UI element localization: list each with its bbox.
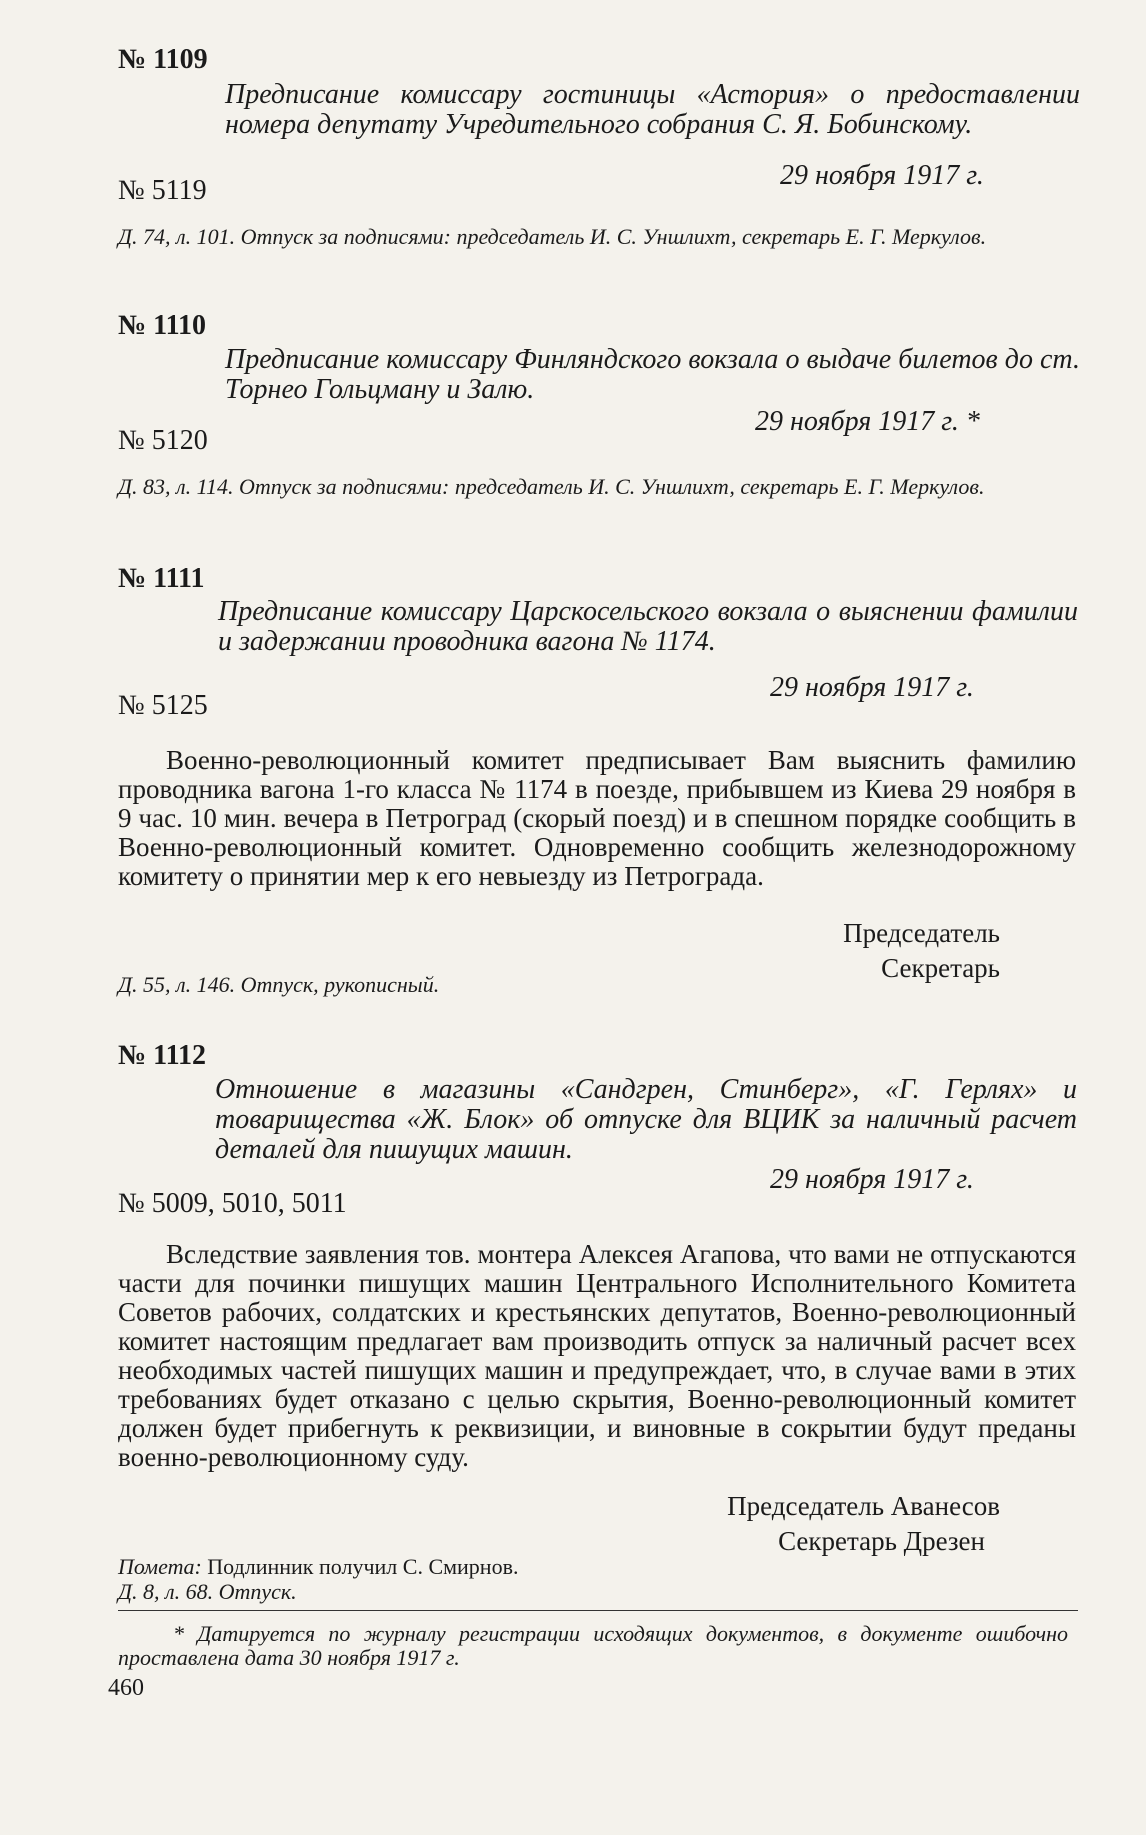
doc-1111-signature-chair: Председатель — [843, 918, 1000, 948]
doc-1112-number: № 1112 — [118, 1040, 207, 1071]
doc-1110-title: Предписание комиссару Финляндского вокзала о выдаче билетов до ст. Торнео Гольцману и Залю. — [225, 344, 1080, 405]
doc-1112-reg-number: № 5009, 5010, 5011 — [118, 1188, 347, 1219]
doc-1109-date: 29 ноября 1917 г. — [780, 160, 984, 191]
doc-1111-signature-secretary: Секретарь — [881, 953, 1000, 983]
doc-1110-reg-number: № 5120 — [118, 425, 208, 456]
doc-1110-source: Д. 83, л. 114. Отпуск за подписями: председатель И. С. Уншлихт, секретарь Е. Г. Меркулов. — [118, 474, 985, 499]
doc-1112-signature-chair: Председатель Аванесов — [727, 1491, 1000, 1521]
doc-1112-note-label: Пометa: — [118, 1554, 202, 1579]
page-number: 460 — [108, 1675, 144, 1701]
doc-1111-reg-number: № 5125 — [118, 690, 208, 721]
doc-1111-date: 29 ноября 1917 г. — [770, 672, 974, 703]
doc-1111-source: Д. 55, л. 146. Отпуск, рукописный. — [118, 972, 440, 997]
doc-1109-source: Д. 74, л. 101. Отпуск за подписями: председатель И. С. Уншлихт, секретарь Е. Г. Меркулов. — [118, 224, 987, 249]
doc-1109-number: № 1109 — [118, 44, 208, 75]
doc-1112-date: 29 ноября 1917 г. — [770, 1164, 974, 1195]
doc-1110-number: № 1110 — [118, 310, 207, 341]
doc-1112-source: Д. 8, л. 68. Отпуск. — [118, 1579, 297, 1604]
footnote-divider — [118, 1610, 1078, 1611]
doc-1112-title: Отношение в магазины «Сандгрен, Стинберг», «Г. Герлях» и товарищества «Ж. Блок» об отпуске для ВЦИК за наличный расчет деталей для пишущих машин. — [215, 1074, 1077, 1165]
doc-1112-signature-secretary: Секретарь Дрезен — [778, 1526, 985, 1556]
doc-1110-date: 29 ноября 1917 г. * — [755, 406, 980, 437]
doc-1109-title: Предписание комиссару гостиницы «Астория» о предоставлении номера депутату Учредительного собрания С. Я. Бобинскому. — [225, 79, 1080, 140]
doc-1112-note-text: Подлинник получил С. Смирнов. — [207, 1554, 519, 1579]
doc-1112-body: Вследствие заявления тов. монтера Алексея Агапова, что вами не отпускаются части для починки пишущих машин Центрального Исполнительного Комитета Советов рабочих, солдатских и крестьянских депутатов, Военно-революционный комитет настоящим предлагает вам производить отпуск за наличный расчет всех необходимых частей пишущих машин и предупреждает, что, в случае вами в этих требованиях будет отказано с целью скрытия, Военно-революционный комитет должен будет прибегнуть к реквизиции, и виновные в сокрытии будут преданы военно-революционному суду. — [118, 1239, 1076, 1472]
doc-1109-reg-number: № 5119 — [118, 175, 207, 206]
doc-1111-title: Предписание комиссару Царскосельского вокзала о выяснении фамилии и задержании проводника вагона № 1174. — [218, 596, 1078, 657]
doc-1112-note — [118, 1554, 818, 1579]
footnote: * Датируется по журналу регистрации исходящих документов, в документе ошибочно проставлена дата 30 ноября 1917 г. — [118, 1621, 1068, 1670]
doc-1111-number: № 1111 — [118, 563, 205, 594]
doc-1111-body: Военно-революционный комитет предписывает Вам выяснить фамилию проводника вагона 1-го класса № 1174 в поезде, прибывшем из Киева 29 ноября в 9 час. 10 мин. вечера в Петроград (скорый поезд) и в спешном порядке сообщить в Военно-революционный комитет. Одновременно сообщить железнодорожному комитету о принятии мер к его невыезду из Петрограда. — [118, 745, 1076, 891]
